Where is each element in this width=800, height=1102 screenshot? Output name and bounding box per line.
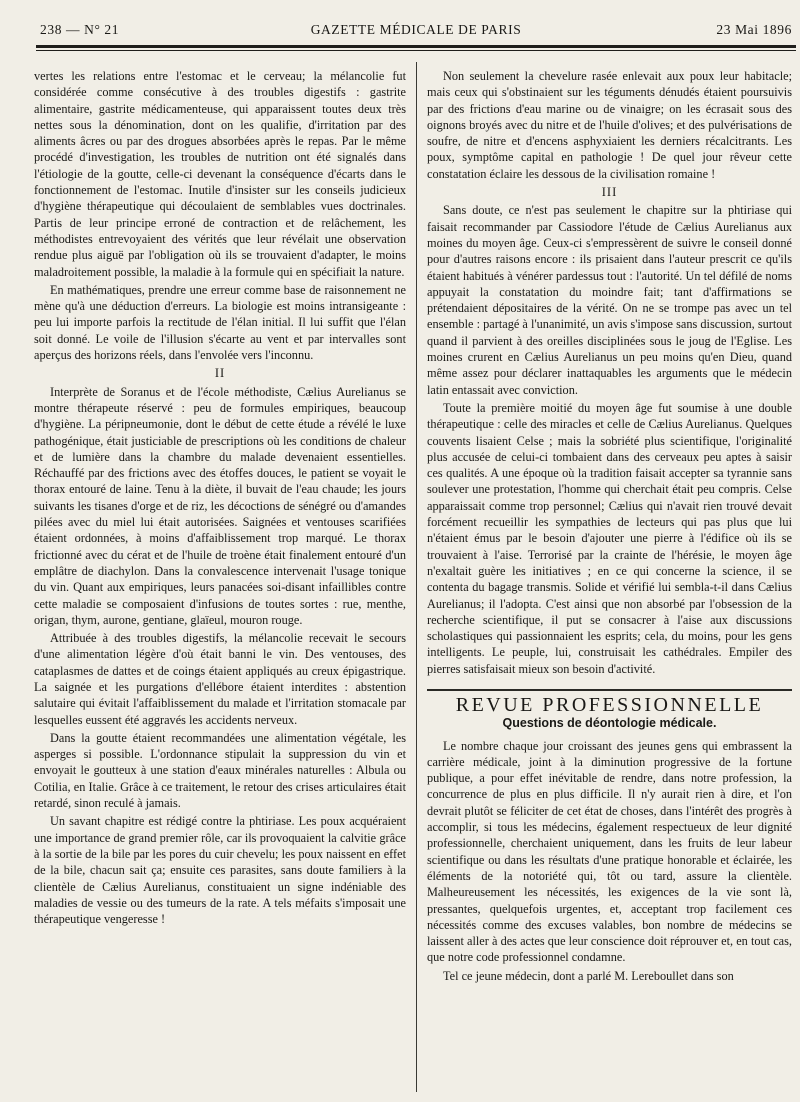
right-column [427, 68, 792, 986]
column-divider [416, 62, 417, 1092]
left-column [34, 68, 406, 929]
paragraph: Un savant chapitre est rédigé contre la phtiriase. Les poux acquéraient une importance de grand premier rôle, car ils provoquaient la calvitie grâce à la sortie de la bile par les pores du cuir chevelu; les poux naissent en effet de la bile, chacun sait ça; ensuite ces parasites, sans doute familiers à la clientèle de Cælius Aurelianus, constituaient un signe indéniable des maladies de vessie ou des tumeurs de la rate. A tels méfaits s'imposait une thérapeutique vengeresse ! [34, 814, 406, 927]
revue-subtitle: Questions de déontologie médicale. [502, 716, 717, 731]
paragraph: Sans doute, ce n'est pas seulement le chapitre sur la phtiriase qui faisait recommander par Cassiodore l'étude de Cælius Aurelianus aux moines du moyen âge. Ceux-ci s'empressèrent de suivre le conseil donné pour d'autres raisons encore : ils prisaient dans l'auteur prescrit ce qu'ils étaient habitués à vénérer pardessus tout : l'autorité. Un tel défilé de noms appuyait la constatation du moindre fait; tant d'affirmations se prétendaient dépositaires de la vérité. On ne se trompe pas avec un tel ensemble : partagé à l'unanimité, un avis s'impose sans discussion, surtout quand il parvient à des oreilles disciplinées sous le joug de l'Eglise. Les moines crurent en Cælius Aurelianus un peu moins qu'en Dieu, quand même assez pour déclarer inattaquables les arguments que le médecin latin entassait avec conviction. [427, 203, 792, 397]
section-heading-iii: III [601, 185, 618, 200]
page-number: 238 — N° 21 [40, 22, 120, 37]
issue-date: 23 Mai 1896 [716, 22, 792, 37]
paragraph: vertes les relations entre l'estomac et le cerveau; la mélancolie fut considérée comme consécutive à des troubles digestifs : gastrite alimentaire, gastrite médicamenteuse, qui apparaissent toutes deux très nettes sous la dénomination, dont on les qualifie, d'irritation par des aliments âcres ou par des drogues absorbées après le repas. Par le même procédé d'investigation, les troubles de nutrition ont été signalés dans l'étiologie de la goutte, celle-ci devenant la conséquence d'écarts dans le fonctionnement de l'estomac. Inutile d'insister sur les conseils judicieux d'hygiène thérapeutique qui découlaient de semblables vues doctrinales. Partis de leur principe erroné de contraction et de relâchement, les méthodistes entrevoyaient des vérités que leur révélait une observation rendue plus aiguë par l'obligation où ils se trouvaient d'adapter, le moins maladroitement possible, la maladie à la formule qui en spécifiait la nature. [34, 69, 406, 279]
paragraph: En mathématiques, prendre une erreur comme base de raisonnement ne mène qu'à une déduction d'erreurs. La biologie est moins intransigeante : peu lui importe parfois la rectitude de l'élan initial. Il lui suffit que l'élan soit donné. Le voile de l'illusion s'écarte au vent et par intervalles sont aperçus des horizons réels, dans l'envolée vers l'inconnu. [34, 282, 406, 363]
section-heading-ii: II [214, 366, 226, 381]
header-rule-thick [36, 45, 796, 48]
paragraph: Le nombre chaque jour croissant des jeunes gens qui embrassent la carrière médicale, joint à la diminution progressive de la fortune publique, a pour effet inévitable de rendre, dans notre profession, la concurrence de plus en plus difficile. Il n'y aurait rien à dire, et l'on devrait plutôt se féliciter de cet état de choses, dans l'intérêt des progrès à accomplir, si tous les médecins, également respectueux de leur dignité professionnelle, cherchaient uniquement, dans les fruits de leur labeur scientifique ou dans les résultats d'une pratique honorable et éclairée, les éléments de la notoriété qui, tôt ou tard, assure la clientèle. Malheureusement les nécessités, les exigences de la vie sont là, pressantes, quelquefois urgentes, et, acceptant trop facilement ces nécessités comme des excuses valables, bon nombre de médecins se laissent aller à des actes que leur conscience doit réprouver et, en tout cas, que notre code professionnel condamne. [427, 738, 792, 965]
paragraph: Interprète de Soranus et de l'école méthodiste, Cælius Aurelianus se montre thérapeute réservé : peu de formules empiriques, beaucoup d'hygiène. La péripneumonie, dont le début de cette étude a révélé le luxe pathogénique, était justiciable de prescriptions où les conditions de chaleur et de lumière dans la chambre du malade devenaient essentielles. Réchauffé par des frictions avec des étoffes douces, le patient se voyait le thorax entouré de laine. Tenu à la diète, il buvait de l'eau chaude; les jours suivants les tisanes d'orge et de riz, les décoctions de sénégré ou d'amandes pilées avec du miel lui était autorisées. Saignées et ventouses scarifiées étaient ordonnées, à moins d'affaiblissement trop marqué. Le thorax frictionné avec du cérat et de l'huile de troène était finalement entouré d'un emplâtre de diachylon. Dans la convalescence intervenait l'usage tonique du vin. Quant aux empiriques, leurs panacées soi-disant infaillibles contre cette maladie se composaient d'infusions de toutes sortes : rue, menthe, origan, thym, aurone, gentiane, glaïeul, mouron rouge. [34, 384, 406, 627]
revue-title: REVUE PROFESSIONNELLE [455, 693, 764, 716]
journal-title: GAZETTE MÉDICALE DE PARIS [310, 22, 522, 37]
paragraph: Dans la goutte étaient recommandées une alimentation végétale, les asperges si possible. L'ordonnance stipulait la suppression du vin et envoyait le goutteux à une station d'eaux minérales naturelles : Albula ou Cotilia, en Italie. Grâce à ce traitement, le retour des crises articulaires était retardé, sinon reculé à jamais. [34, 730, 406, 811]
paragraph: Non seulement la chevelure rasée enlevait aux poux leur habitacle; mais ceux qui s'obstinaient sur les téguments dénudés étaient poursuivis par des frictions d'eau marine ou de vinaigre; on les écrasait sous des oignons broyés avec du nitre et de l'huile d'olives; et des pulvérisations de soufre, de nitre et d'encens asphyxiaient les derniers récalcitrants. Les poux, symptôme capital en pathologie ! De quel jour rêveur cette constatation éclaire les dessous de la civilisation romaine ! [427, 69, 792, 181]
paragraph: Toute la première moitié du moyen âge fut soumise à une double thérapeutique : celle des miracles et celle de Cælius Aurelianus. Quelques couvents lisaient Celse ; mais la sobriété plus scientifique, l'originalité plus accusée de celui-ci tombaient dans des cerveaux peu aptes à saisir ces qualités. A une époque où la tradition faisait accepter sa tyrannie sans soulever une protestation, l'homme qui cherchait était peu compris. Celse apparaissait comme trop personnel; Cælius qui n'avait rien trouvé devait forcément recueillir les sympathies de lecteurs qui pas plus que lui n'étaient émus par le besoin d'ajouter une pierre à l'édifice où ils se trouvaient à l'aise. Terrorisé par la crainte de l'hérésie, le moyen âge n'exaltait guère les initiatives ; en ce qui concerne la science, il se contenta du bagage transmis. Solide et vérifié lui sembla-t-il dans Cælius Aurelianus; il l'adopta. C'est ainsi que non absorbé par l'obsession de la recherche scientifique, il put se consacrer à l'aise aux discussions scholastiques qui passionnaient les esprits; cela, du moins, pour les gens intelligents. Le peuple, lui, construisait les cathédrales. Empiler des pierres satisfaisait mieux son besoin d'activité. [427, 400, 792, 676]
paragraph: Attribuée à des troubles digestifs, la mélancolie recevait le secours d'une alimentation légère d'où était banni le vin. Des ventouses, des cataplasmes de dattes et de coings étaient appliqués au creux épigastrique. La saignée et les purgations d'ellébore étaient interdites : abstention salutaire qui évitait l'affaiblissement du malade et l'irritation stomacale par lesquelles eussent été aggravés les accidents nerveux. [34, 631, 406, 727]
header-rule-thin [36, 50, 796, 51]
paragraph: Tel ce jeune médecin, dont a parlé M. Lereboullet dans son [443, 968, 734, 983]
section-divider [427, 689, 792, 691]
page-header [40, 20, 792, 42]
